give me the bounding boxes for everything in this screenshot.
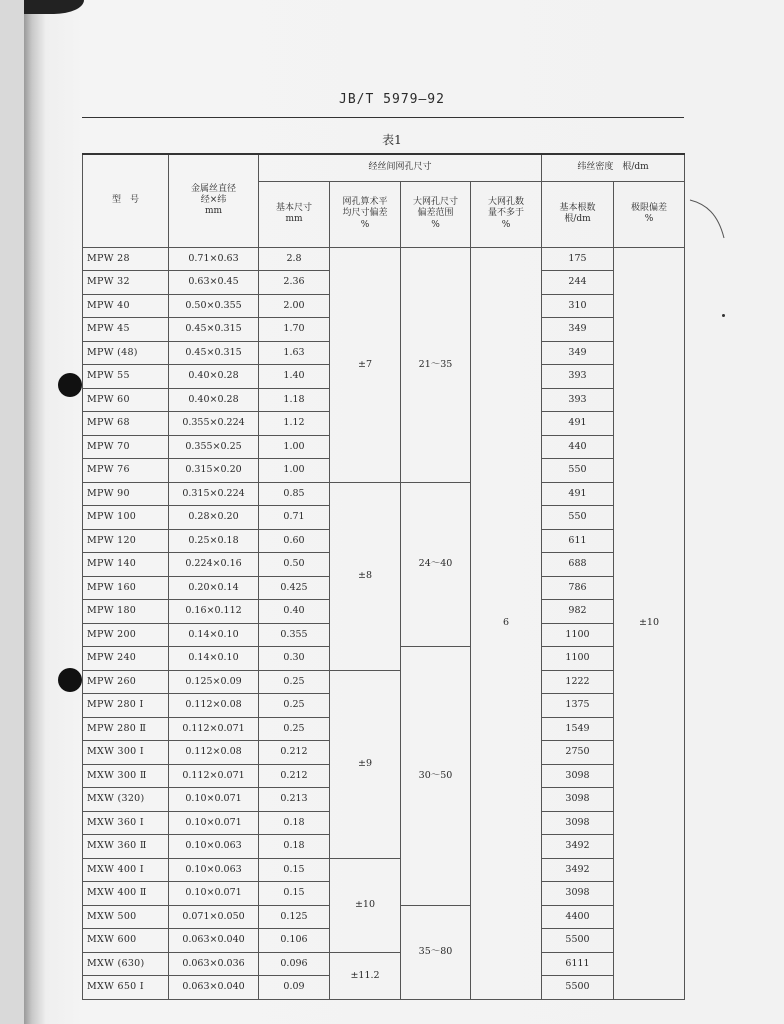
cell-wire-diameter: 0.40×0.28 xyxy=(169,365,259,389)
cell-basic-size: 1.18 xyxy=(259,388,330,412)
cell-basic-count: 3098 xyxy=(542,788,614,812)
table-row xyxy=(83,482,685,506)
cell-basic-count: 3098 xyxy=(542,811,614,835)
cell-model: MPW 120 xyxy=(83,529,169,553)
scan-corner-shadow xyxy=(24,0,84,14)
cell-avg-deviation: ±9 xyxy=(330,670,401,858)
cell-model: MPW 70 xyxy=(83,435,169,459)
cell-basic-count: 3098 xyxy=(542,764,614,788)
cell-model: MXW 360 Ⅰ xyxy=(83,811,169,835)
cell-wire-diameter: 0.16×0.112 xyxy=(169,600,259,624)
cell-model: MPW 180 xyxy=(83,600,169,624)
cell-model: MXW (320) xyxy=(83,788,169,812)
cell-model: MXW 650 Ⅰ xyxy=(83,976,169,1000)
cell-basic-size: 1.12 xyxy=(259,412,330,436)
cell-basic-size: 1.00 xyxy=(259,435,330,459)
cell-wire-diameter: 0.10×0.063 xyxy=(169,858,259,882)
cell-basic-count: 550 xyxy=(542,459,614,483)
cell-wire-diameter: 0.125×0.09 xyxy=(169,670,259,694)
cell-model: MXW 600 xyxy=(83,929,169,953)
cell-basic-size: 1.63 xyxy=(259,341,330,365)
cell-basic-size: 0.106 xyxy=(259,929,330,953)
cell-model: MXW 400 Ⅱ xyxy=(83,882,169,906)
cell-basic-count: 349 xyxy=(542,341,614,365)
cell-model: MPW 76 xyxy=(83,459,169,483)
cell-wire-diameter: 0.063×0.040 xyxy=(169,929,259,953)
cell-basic-count: 3098 xyxy=(542,882,614,906)
cell-large-deviation: 35～80 xyxy=(401,905,471,999)
cell-model: MPW 60 xyxy=(83,388,169,412)
cell-basic-size: 0.213 xyxy=(259,788,330,812)
header-warp-aperture: 经丝间网孔尺寸 xyxy=(259,154,542,181)
cell-large-deviation: 24～40 xyxy=(401,482,471,647)
cell-wire-diameter: 0.315×0.224 xyxy=(169,482,259,506)
cell-large-deviation: 30～50 xyxy=(401,647,471,906)
cell-basic-size: 1.40 xyxy=(259,365,330,389)
cell-basic-size: 1.00 xyxy=(259,459,330,483)
cell-basic-count: 1222 xyxy=(542,670,614,694)
cell-basic-size: 0.15 xyxy=(259,882,330,906)
binder-hole xyxy=(58,373,82,397)
cell-wire-diameter: 0.355×0.25 xyxy=(169,435,259,459)
cell-model: MPW 160 xyxy=(83,576,169,600)
table-row xyxy=(83,247,685,271)
header-large-deviation: 大网孔尺寸 偏差范围 % xyxy=(401,181,471,247)
cell-basic-size: 0.18 xyxy=(259,835,330,859)
cell-basic-count: 611 xyxy=(542,529,614,553)
cell-basic-size: 0.40 xyxy=(259,600,330,624)
cell-basic-count: 982 xyxy=(542,600,614,624)
cell-wire-diameter: 0.224×0.16 xyxy=(169,553,259,577)
table-row xyxy=(83,952,685,976)
speck xyxy=(722,314,725,317)
cell-basic-count: 349 xyxy=(542,318,614,342)
cell-model: MPW 55 xyxy=(83,365,169,389)
cell-basic-count: 5500 xyxy=(542,929,614,953)
cell-wire-diameter: 0.50×0.355 xyxy=(169,294,259,318)
cell-basic-size: 1.70 xyxy=(259,318,330,342)
cell-wire-diameter: 0.063×0.036 xyxy=(169,952,259,976)
cell-wire-diameter: 0.10×0.063 xyxy=(169,835,259,859)
header-model: 型 号 xyxy=(83,154,169,247)
cell-basic-size: 0.425 xyxy=(259,576,330,600)
cell-basic-size: 0.60 xyxy=(259,529,330,553)
cell-model: MPW 28 xyxy=(83,247,169,271)
cell-model: MPW 240 xyxy=(83,647,169,671)
cell-avg-deviation: ±8 xyxy=(330,482,401,670)
cell-wire-diameter: 0.40×0.28 xyxy=(169,388,259,412)
cell-model: MPW 280 Ⅰ xyxy=(83,694,169,718)
cell-model: MPW 200 xyxy=(83,623,169,647)
cell-model: MXW 500 xyxy=(83,905,169,929)
cell-basic-size: 0.85 xyxy=(259,482,330,506)
cell-wire-diameter: 0.355×0.224 xyxy=(169,412,259,436)
cell-basic-size: 0.355 xyxy=(259,623,330,647)
cell-wire-diameter: 0.45×0.315 xyxy=(169,318,259,342)
cell-basic-count: 310 xyxy=(542,294,614,318)
cell-basic-count: 1100 xyxy=(542,623,614,647)
cell-basic-count: 6111 xyxy=(542,952,614,976)
cell-wire-diameter: 0.071×0.050 xyxy=(169,905,259,929)
cell-basic-count: 5500 xyxy=(542,976,614,1000)
cell-basic-count: 3492 xyxy=(542,858,614,882)
cell-basic-count: 3492 xyxy=(542,835,614,859)
cell-wire-diameter: 0.14×0.10 xyxy=(169,647,259,671)
cell-model: MXW 360 Ⅱ xyxy=(83,835,169,859)
cell-basic-size: 0.71 xyxy=(259,506,330,530)
cell-basic-count: 550 xyxy=(542,506,614,530)
cell-wire-diameter: 0.063×0.040 xyxy=(169,976,259,1000)
cell-basic-size: 0.125 xyxy=(259,905,330,929)
cell-wire-diameter: 0.10×0.071 xyxy=(169,882,259,906)
cell-basic-count: 1549 xyxy=(542,717,614,741)
cell-model: MPW 260 xyxy=(83,670,169,694)
cell-basic-count: 175 xyxy=(542,247,614,271)
cell-model: MPW 100 xyxy=(83,506,169,530)
cell-basic-count: 2750 xyxy=(542,741,614,765)
cell-wire-diameter: 0.112×0.071 xyxy=(169,717,259,741)
cell-model: MPW (48) xyxy=(83,341,169,365)
header-rule xyxy=(82,117,684,118)
cell-wire-diameter: 0.20×0.14 xyxy=(169,576,259,600)
cell-basic-count: 491 xyxy=(542,412,614,436)
header-basic-count: 基本根数 根/dm xyxy=(542,181,614,247)
cell-basic-size: 0.50 xyxy=(259,553,330,577)
pen-mark-icon xyxy=(688,196,728,240)
header-large-count: 大网孔数 量不多于 % xyxy=(471,181,542,247)
table-row xyxy=(83,670,685,694)
cell-model: MXW 300 Ⅰ xyxy=(83,741,169,765)
cell-basic-count: 440 xyxy=(542,435,614,459)
header-row xyxy=(83,154,685,181)
cell-wire-diameter: 0.14×0.10 xyxy=(169,623,259,647)
cell-model: MPW 45 xyxy=(83,318,169,342)
cell-basic-count: 4400 xyxy=(542,905,614,929)
cell-basic-size: 0.212 xyxy=(259,741,330,765)
cell-wire-diameter: 0.315×0.20 xyxy=(169,459,259,483)
cell-basic-count: 393 xyxy=(542,388,614,412)
cell-basic-count: 491 xyxy=(542,482,614,506)
cell-basic-size: 0.212 xyxy=(259,764,330,788)
cell-basic-count: 244 xyxy=(542,271,614,295)
cell-model: MPW 90 xyxy=(83,482,169,506)
table-row xyxy=(83,858,685,882)
cell-basic-count: 393 xyxy=(542,365,614,389)
cell-wire-diameter: 0.112×0.08 xyxy=(169,741,259,765)
cell-model: MXW 300 Ⅱ xyxy=(83,764,169,788)
cell-wire-diameter: 0.112×0.071 xyxy=(169,764,259,788)
cell-avg-deviation: ±10 xyxy=(330,858,401,952)
cell-model: MPW 280 Ⅱ xyxy=(83,717,169,741)
cell-model: MPW 40 xyxy=(83,294,169,318)
cell-avg-deviation: ±11.2 xyxy=(330,952,401,999)
header-weft-density: 纬丝密度 根/dm xyxy=(542,154,685,181)
cell-wire-diameter: 0.63×0.45 xyxy=(169,271,259,295)
cell-basic-size: 0.25 xyxy=(259,717,330,741)
cell-basic-size: 2.00 xyxy=(259,294,330,318)
cell-basic-size: 0.09 xyxy=(259,976,330,1000)
cell-basic-size: 2.36 xyxy=(259,271,330,295)
cell-large-deviation: 21～35 xyxy=(401,247,471,482)
cell-model: MPW 32 xyxy=(83,271,169,295)
cell-basic-count: 1375 xyxy=(542,694,614,718)
cell-limit-deviation: ±10 xyxy=(614,247,685,999)
header-limit-deviation: 极限偏差 % xyxy=(614,181,685,247)
cell-wire-diameter: 0.25×0.18 xyxy=(169,529,259,553)
cell-wire-diameter: 0.112×0.08 xyxy=(169,694,259,718)
cell-basic-size: 0.25 xyxy=(259,694,330,718)
cell-model: MPW 140 xyxy=(83,553,169,577)
cell-basic-size: 0.096 xyxy=(259,952,330,976)
cell-wire-diameter: 0.10×0.071 xyxy=(169,788,259,812)
cell-basic-size: 0.18 xyxy=(259,811,330,835)
cell-basic-size: 0.25 xyxy=(259,670,330,694)
binder-hole xyxy=(58,668,82,692)
cell-avg-deviation: ±7 xyxy=(330,247,401,482)
mesh-spec-table xyxy=(82,153,685,1000)
header-wire-diameter: 金属丝直径 经×纬 mm xyxy=(169,154,259,247)
cell-wire-diameter: 0.28×0.20 xyxy=(169,506,259,530)
cell-wire-diameter: 0.10×0.071 xyxy=(169,811,259,835)
cell-basic-count: 1100 xyxy=(542,647,614,671)
document-code: JB/T 5979—92 xyxy=(339,92,445,107)
cell-basic-size: 0.30 xyxy=(259,647,330,671)
cell-model: MPW 68 xyxy=(83,412,169,436)
cell-basic-count: 786 xyxy=(542,576,614,600)
cell-basic-count: 688 xyxy=(542,553,614,577)
cell-wire-diameter: 0.71×0.63 xyxy=(169,247,259,271)
cell-large-count: 6 xyxy=(471,247,542,999)
cell-model: MXW 400 Ⅰ xyxy=(83,858,169,882)
table-title: 表1 xyxy=(382,133,402,147)
cell-model: MXW (630) xyxy=(83,952,169,976)
header-avg-deviation: 网孔算术平 均尺寸偏差 % xyxy=(330,181,401,247)
cell-basic-size: 0.15 xyxy=(259,858,330,882)
header-basic-size: 基本尺寸 mm xyxy=(259,181,330,247)
cell-basic-size: 2.8 xyxy=(259,247,330,271)
cell-wire-diameter: 0.45×0.315 xyxy=(169,341,259,365)
